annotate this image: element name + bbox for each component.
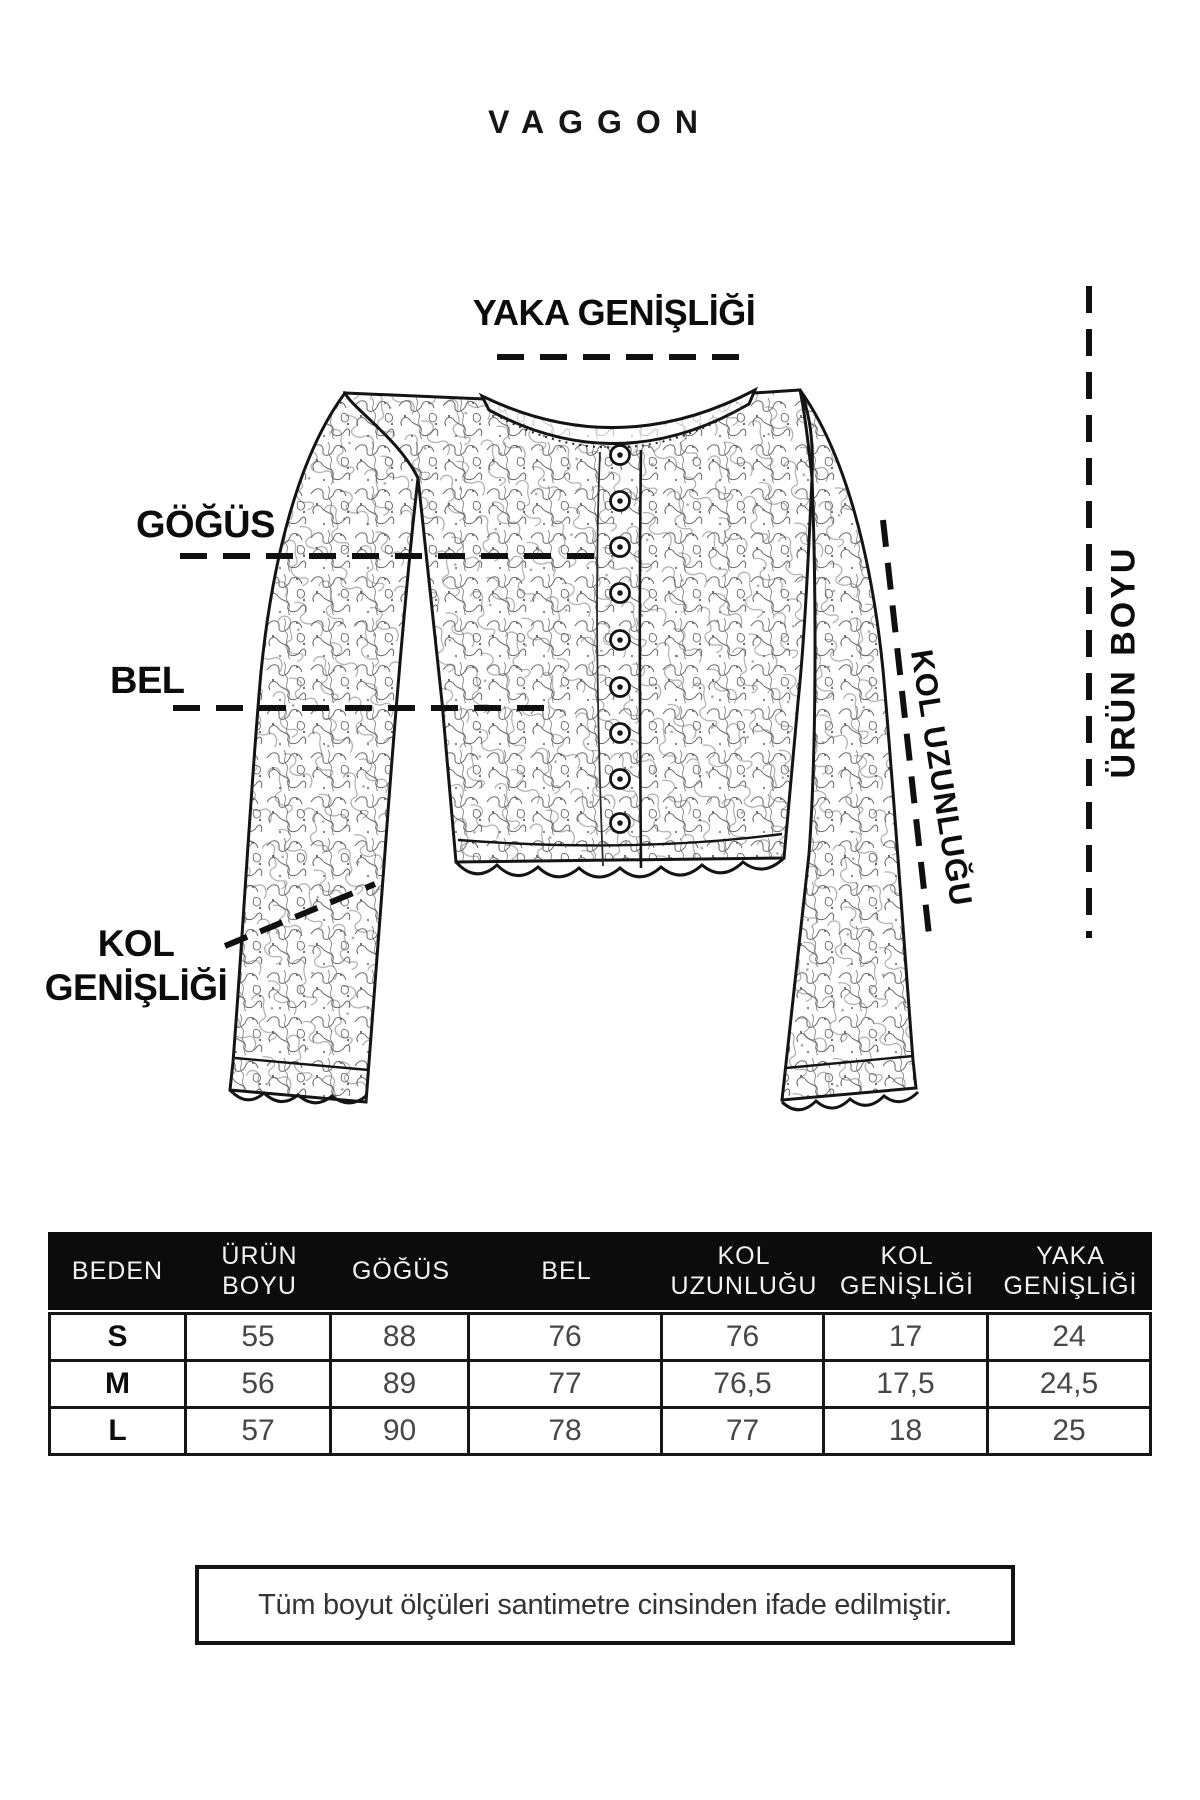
label-bel: BEL (110, 660, 185, 702)
header-cell-urun-boyu: ÜRÜN BOYU (221, 1241, 298, 1300)
button (611, 538, 630, 557)
cell-size: L (51, 1409, 187, 1453)
header-line: GENİŞLİĞİ (839, 1272, 975, 1300)
garment-left-sleeve (230, 393, 418, 1102)
label-yaka-genisligi: YAKA GENİŞLİĞİ (472, 292, 756, 333)
label-kol-genisligi-line2: GENİŞLİĞİ (44, 967, 228, 1008)
header-line: YAKA (1036, 1241, 1105, 1270)
size-table (48, 1232, 1152, 1456)
placket-seam (640, 450, 641, 868)
cell-urun-boyu: 55 (187, 1315, 332, 1362)
header-cell-gogus: GÖĞÜS (351, 1256, 451, 1285)
label-kol-genisligi (45, 922, 228, 1010)
header-line: GENİŞLİĞİ (1003, 1272, 1138, 1300)
header-cell-beden: BEDEN (71, 1256, 164, 1285)
cell-size: M (51, 1362, 187, 1409)
cell-kol-uzunlugu: 76,5 (663, 1362, 825, 1409)
cell-gogus: 88 (332, 1315, 470, 1362)
button (611, 724, 630, 743)
garment-body (345, 390, 812, 862)
header-cell-kol-uzunlugu (663, 1241, 825, 1302)
cell-kol-genisligi: 17 (825, 1315, 989, 1362)
cell-bel: 78 (470, 1409, 663, 1453)
header-cell-yaka-genisligi (989, 1241, 1152, 1302)
header-cell-bel: BEL (541, 1256, 592, 1285)
note-box (195, 1565, 1015, 1645)
note-text: Tüm boyut ölçüleri santimetre cinsinden ifade edilmiştir. (258, 1588, 952, 1621)
button (611, 446, 630, 465)
cell-kol-genisligi: 18 (825, 1409, 989, 1453)
brand-logo: VAGGON (488, 104, 712, 140)
button (611, 678, 630, 697)
button (611, 770, 630, 789)
cell-urun-boyu: 56 (187, 1362, 332, 1409)
button (611, 631, 630, 650)
cell-gogus: 90 (332, 1409, 470, 1453)
cell-yaka-genisligi: 24,5 (989, 1362, 1149, 1409)
cell-bel: 76 (470, 1315, 663, 1362)
header-line: KOL (717, 1241, 771, 1270)
button (611, 584, 630, 603)
cell-bel: 77 (470, 1362, 663, 1409)
button-row (611, 446, 630, 833)
size-table-header (48, 1232, 1152, 1310)
label-urun-boyu: ÜRÜN BOYU (1104, 545, 1143, 779)
cell-size: S (51, 1315, 187, 1362)
button (611, 492, 630, 511)
cell-urun-boyu: 57 (187, 1409, 332, 1453)
header-line: UZUNLUĞU (670, 1272, 818, 1300)
button (611, 814, 630, 833)
label-gogus: GÖĞÜS (136, 504, 275, 546)
cell-kol-uzunlugu: 76 (663, 1315, 825, 1362)
cell-yaka-genisligi: 24 (989, 1315, 1149, 1362)
label-kol-uzunlugu: KOL UZUNLUĞU (903, 647, 980, 909)
header-line: KOL (880, 1241, 934, 1270)
cell-kol-genisligi: 17,5 (825, 1362, 989, 1409)
header-cell-kol-genisligi (825, 1241, 989, 1302)
label-kol-genisligi-line1: KOL (97, 923, 175, 964)
size-table-body (48, 1312, 1152, 1456)
cell-gogus: 89 (332, 1362, 470, 1409)
cell-kol-uzunlugu: 77 (663, 1409, 825, 1453)
cell-yaka-genisligi: 25 (1052, 1414, 1086, 1447)
